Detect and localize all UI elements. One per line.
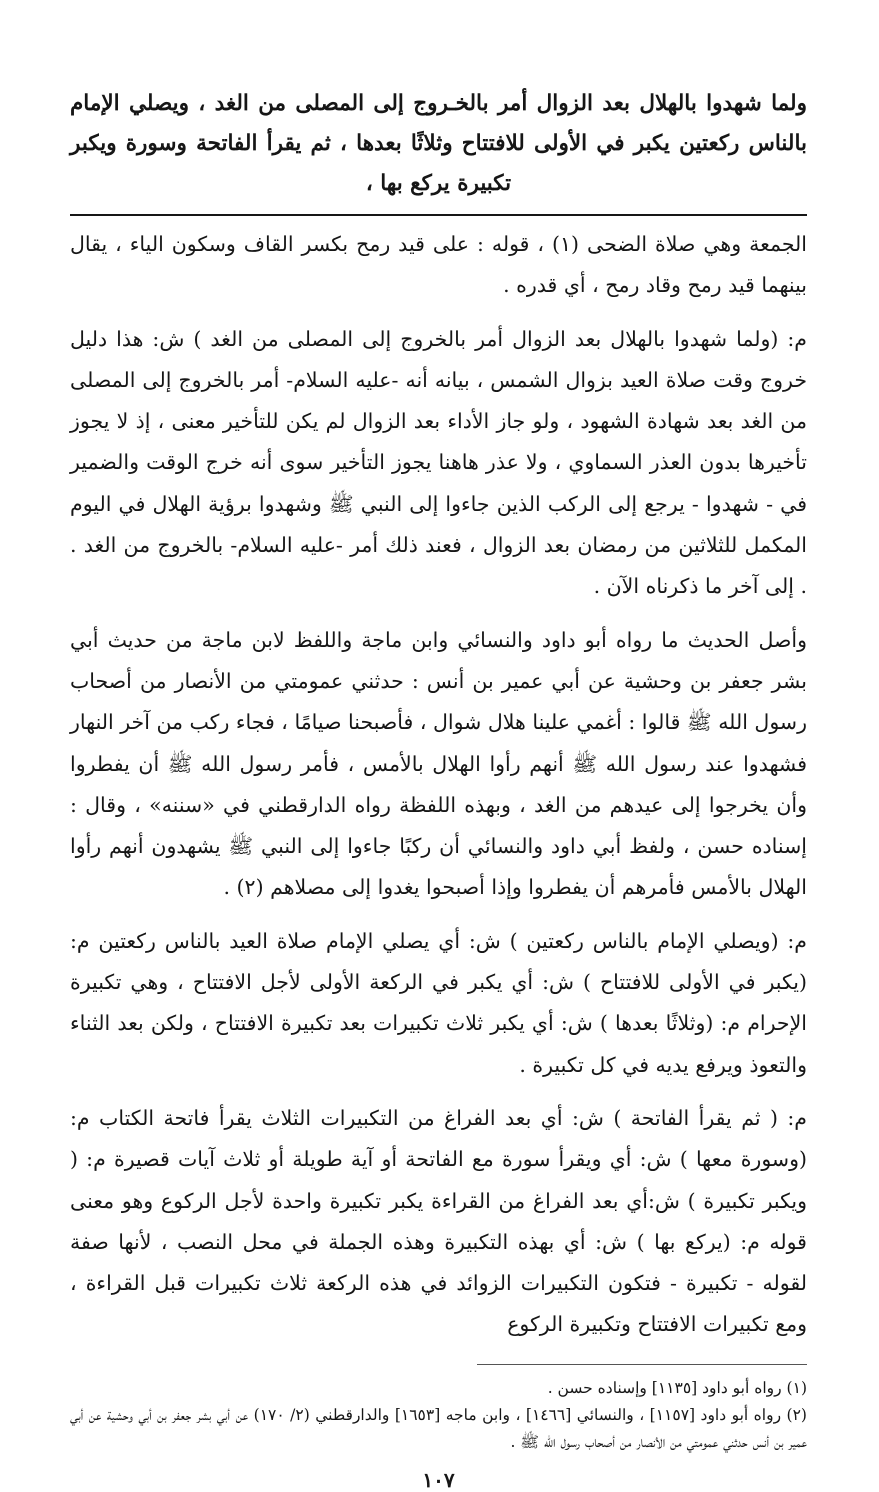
footnote: (٢) رواه أبو داود [١١٥٧] ، والنسائي [١٤٦٦] ، وابن ماجه [١٦٥٣] والدارقطني (٢/ ١٧٠) عن أبي بشر جعفر بن أبي وحشية عن أبي عمير بن أنس حدثني عمومتي من الأنصار من أصحاب رسول الله ﷺ . bbox=[70, 1405, 807, 1451]
matn-text: ولما شهدوا بالهلال بعد الزوال أمر بالخـروج إلى المصلى من الغد ، ويصلي الإمام بالناس ركعتين يكبر في الأولى للافتتاح وثلاثًا بعدها ، ثم يقرأ الفاتحة وسورة ويكبر تكبيرة يركع بها ، bbox=[70, 91, 807, 196]
page-number: ١٠٧ bbox=[422, 1467, 455, 1492]
footnotes bbox=[70, 1375, 807, 1456]
commentary-paragraph: م: (ولما شهدوا بالهلال بعد الزوال أمر بالخروج إلى المصلى من الغد ) ش: هذا دليل خروج وقت صلاة العيد بزوال الشمس ، بيانه أنه -عليه السلام- أمر بالخروج إلى المصلى من الغد بعد شهادة الشهود ، ولو جاز الأداء بعد الزوال لم يكن للتأخير معنى ، إذ لا يجوز تأخيرها بدون العذر السماوي ، ولا عذر هاهنا يجوز التأخير سوى أنه خرج الوقت والضمير في - شهدوا - يرجع إلى الركب الذين جاءوا إلى النبي ﷺ وشهدوا برؤية الهلال في اليوم المكمل للثلاثين من رمضان بعد الزوال ، فعند ذلك أمر -عليه السلام- بالخروج من الغد . . إلى آخر ما ذكرناه الآن . bbox=[70, 326, 807, 599]
commentary-paragraph: وأصل الحديث ما رواه أبو داود والنسائي وابن ماجة واللفظ لابن ماجة من حديث أبي بشر جعفر بن وحشية عن أبي عمير بن أنس : حدثني عمومتي من الأنصار من أصحاب رسول الله ﷺ قالوا : أغمي علينا هلال شوال ، فأصبحنا صيامًا ، فجاء ركب من آخر النهار فشهدوا عند رسول الله ﷺ أنهم رأوا الهلال بالأمس ، فأمر رسول الله ﷺ أن يفطروا وأن يخرجوا إلى عيدهم من الغد ، وبهذه اللفظة رواه الدارقطني في «سننه» ، وقال : إسناده حسن ، ولفظ أبي داود والنسائي أن ركبًا جاءوا إلى النبي ﷺ يشهدون أنهم رأوا الهلال بالأمس فأمرهم أن يفطروا وإذا أصبحوا يغدوا إلى مصلاهم (٢) . bbox=[70, 627, 807, 900]
commentary-paragraph: الجمعة وهي صلاة الضحى (١) ، قوله : على قيد رمح بكسر القاف وسكون الياء ، يقال بينهما قيد رمح وقاد رمح ، أي قدره . bbox=[70, 232, 807, 298]
commentary-body bbox=[70, 224, 807, 1346]
commentary-paragraph: م: (ويصلي الإمام بالناس ركعتين ) ش: أي يصلي الإمام صلاة العيد بالناس ركعتين م: (يكبر في الأولى للافتتاح ) ش: أي يكبر في الركعة الأولى لأجل الافتتاح ، وهي تكبيرة الإحرام م: (وثلاثًا بعدها ) ش: أي يكبر ثلاث تكبيرات بعد تكبيرة الافتتاح ، ولكن بعد الثناء والتعوذ ويرفع يديه في كل تكبيرة . bbox=[70, 928, 807, 1077]
commentary-paragraph: م: ( ثم يقرأ الفاتحة ) ش: أي بعد الفراغ من التكبيرات الثلاث يقرأ فاتحة الكتاب م: (وسورة معها ) ش: أي ويقرأ سورة مع الفاتحة أو آية طويلة أو ثلاث آيات قصيرة م: ( ويكبر تكبيرة ) ش:أي بعد الفراغ من القراءة يكبر تكبيرة واحدة لأجل الركوع وهو معنى قوله م: (يركع بها ) ش: أي بهذه التكبيرة وهذه الجملة في محل النصب ، لأنها صفة لقوله - تكبيرة - فتكون التكبيرات الزوائد في هذه الركعة ثلاث تكبيرات قبل القراءة ، ومع تكبيرات الافتتاح وتكبيرة الركوع bbox=[70, 1105, 807, 1337]
matn-divider bbox=[70, 214, 807, 216]
footnote-divider bbox=[477, 1364, 807, 1365]
footnote: (١) رواه أبو داود [١١٣٥] وإسناده حسن . bbox=[547, 1378, 807, 1397]
